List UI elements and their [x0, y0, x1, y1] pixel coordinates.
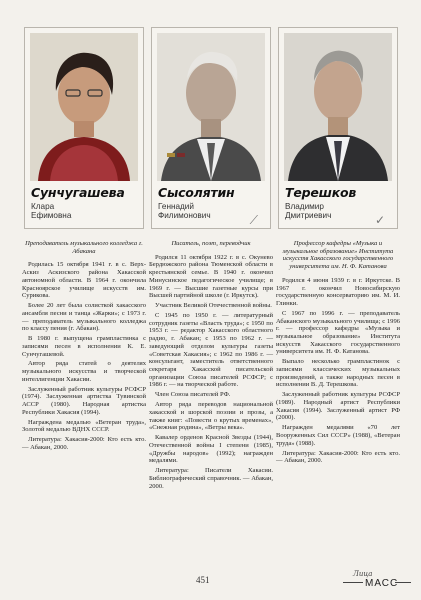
bio-paragraph: Родилась 15 октября 1941 г. в с. Верх-Аскиз Аскизского района Хакасской автономной области. В 1964 г. окончила Красноярское училище искусств им. Сурикова. — [22, 261, 146, 300]
portrait-image — [157, 33, 265, 181]
bio-paragraph: Автор ряда переводов национальной хакасской и шорской поэзии и прозы, а также книг: «Повести о крутых временах», «Снежная родина», «Ветры века». — [149, 401, 273, 432]
bio-paragraph: С 1945 по 1950 г. — литературный сотрудник газеты «Власть труда»; с 1950 по 1953 г. — редактор Хакасского областного радио, г. Абакан; с 1953 по 1962 г. — заведующий отделом культуры газеты «Советская Хакасия»; с 1962 по 1986 г. — консультант, заместитель ответственного секретаря Хакасской писательской организации Союза писателей РСФСР; с 1986 г. — на творческой работе. — [149, 312, 273, 389]
signature-mark: ✓ — [374, 213, 385, 227]
bio-literature: Литература: Хакасия-2000: Кто есть кто. — Абакан, 2000. — [22, 436, 146, 451]
given-name: Клара — [31, 202, 55, 211]
bio-literature: Литература: Хакасия-2000: Кто есть кто. — Абакан, 2000. — [276, 449, 400, 465]
bio-paragraph: В 1980 г. выпущена грампластинка с записями песен в исполнении К. Е. Сунчугашевой. — [22, 335, 146, 358]
bio-paragraph: Награждена медалью «Ветеран труда», Золотой медалью ВДНХ СССР. — [22, 418, 146, 434]
given-name: Геннадий — [158, 202, 194, 211]
page-number: 451 — [196, 575, 210, 585]
bio-column-sunchugasheva — [22, 240, 146, 454]
logo-rule-left — [343, 582, 363, 583]
bio-paragraph: Участник Великой Отечественной войны. — [155, 302, 272, 310]
patronymic: Филимонович — [158, 211, 211, 220]
bio-paragraph: Кавалер орденов Красной Звезды (1944), Отечественной войны I степени (1985), «Дружбы народов» (1992); награжден медалями. — [149, 434, 273, 465]
bio-paragraph: Родился 11 октября 1922 г. в с. Окунево Бердюжского района Тюменской области в крестьянской семье. В 1940 г. окончил Минусинское педагогическое училище; в 1969 г. — Высшие газетные курсы при Высшей партийной школе (г. Иркутск). — [149, 253, 273, 300]
portrait-photo — [30, 33, 138, 181]
bio-paragraph: Член Союза писателей РФ. — [155, 391, 231, 399]
signature-mark: ⟋ — [249, 213, 258, 227]
portrait-card-tereshkov — [278, 27, 398, 229]
bio-literature: Литература: Писатели Хакасии. Библиографический справочник. — Абакан, 2000. — [149, 467, 273, 490]
portrait-photo — [157, 33, 265, 181]
series-logo — [343, 570, 405, 592]
person-surname: Сунчугашева — [31, 185, 125, 200]
portrait-card-sunchugasheva — [24, 27, 144, 229]
bio-paragraph: Выпало несколько грампластинок с записями классических музыкальных произведений, а также народных песен в исполнении В. Д. Терешкова. — [276, 358, 400, 389]
portrait-photo — [284, 33, 392, 181]
portrait-image — [284, 33, 392, 181]
bio-paragraph: С 1967 по 1996 г. — преподаватель Абаканского музыкального училища; с 1996 г. — профессор кафедры «Музыка и музыкальное образование» Института искусств Хакасского государственного университета им. Н. Ф. Катанова. — [276, 309, 400, 356]
portrait-image — [30, 33, 138, 181]
person-surname: Сысолятин — [158, 185, 235, 200]
bio-paragraph: Заслуженный работник культуры РСФСР (1989). Народный артист Республики Хакасия (1994). Заслуженный артист РФ (2000). — [276, 391, 400, 422]
bio-role: Преподаватель музыкального колледжа г. Абакана — [25, 240, 143, 255]
logo-small-text: Лица — [353, 570, 373, 578]
bio-paragraph: Автор ряда статей о деятелях музыкального искусства и творческой интеллигенции Хакасии. — [22, 360, 146, 383]
bio-column-tereshkov — [276, 240, 400, 467]
bio-paragraph: Заслуженный работник культуры РСФСР (1974). Заслуженная артистка Тувинской АССР (1980). Народная артистка Республики Хакасия (1994). — [22, 385, 146, 416]
portrait-card-sysolyatin — [151, 27, 271, 229]
bio-column-sysolyatin — [149, 240, 273, 492]
bio-role: Профессор кафедры «Музыка и музыкальное образование» Института искусств Хакасского государственного университета им. Н. Ф. Катанова — [282, 240, 394, 271]
logo-rule-right — [395, 582, 411, 583]
given-name: Владимир — [285, 202, 324, 211]
person-given-names — [31, 202, 139, 220]
patronymic: Ефимовна — [31, 211, 72, 220]
person-surname: Терешков — [285, 185, 357, 200]
bio-role: Писатель, поэт, переводчик — [171, 240, 251, 247]
bio-paragraph: Родился 4 июня 1939 г. в г. Иркутске. В 1967 г. окончил Новосибирскую государственную консерваторию им. М. И. Глинки. — [276, 276, 400, 307]
patronymic: Дмитриевич — [285, 211, 332, 220]
bio-paragraph: Награжден медалями «70 лет Вооруженных Сил СССР» (1988), «Ветеран труда» (1988). — [276, 424, 400, 447]
bio-paragraph: Более 20 лет была солисткой хакасского ансамбля песни и танца «Жарки»; с 1973 г. — преподаватель музыкального колледжа по классу пения (г. Абакан). — [22, 302, 146, 333]
logo-big-text: МАСС — [365, 578, 399, 589]
